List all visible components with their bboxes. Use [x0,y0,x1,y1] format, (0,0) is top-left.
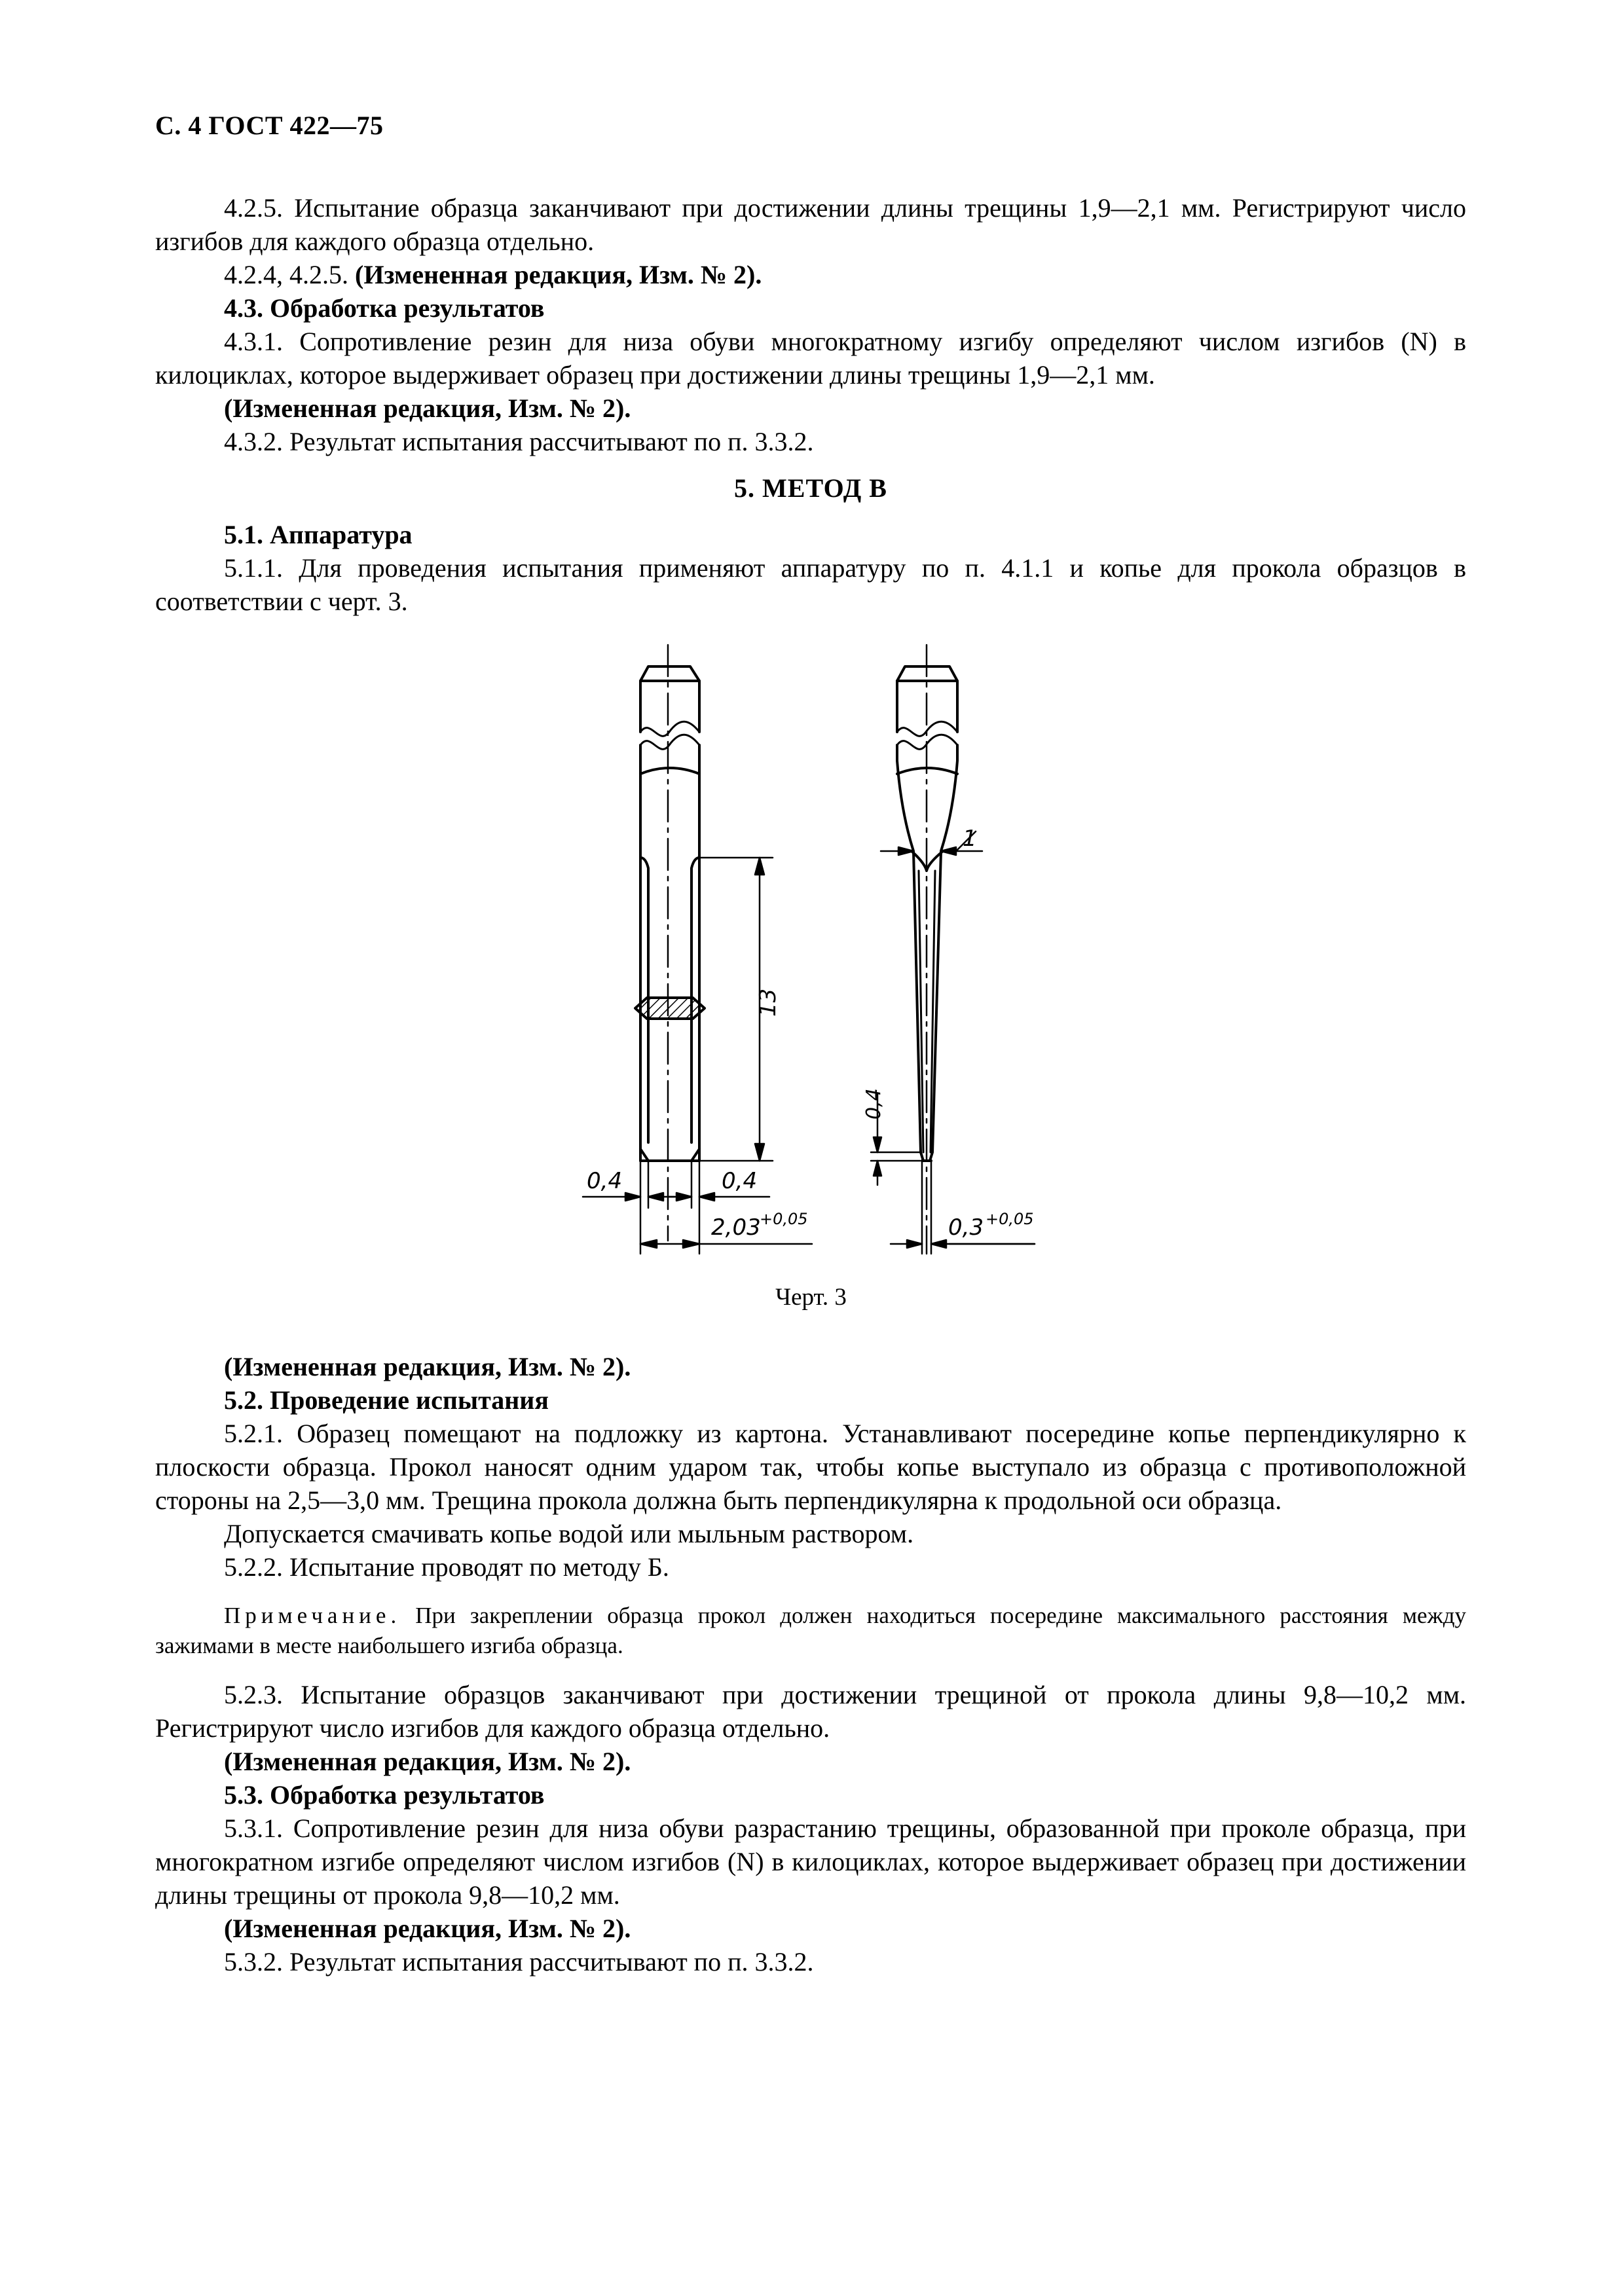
dim-label-tip: 0,3 [948,1214,984,1241]
dim-label-04-tip: 0,4 [862,1088,885,1120]
note-label: Примечание. [224,1603,401,1628]
section-5-title: 5. МЕТОД В [734,473,887,503]
amendment-note-5-3-1: (Измененная редакция, Изм. № 2). [224,1914,631,1943]
amendment-ref: 4.2.4, 4.2.5. [224,260,348,289]
paragraph-5-2-3: 5.2.3. Испытание образцов заканчивают при достижении трещиной от прокола длины 9,8—10,2 мм. Регистрируют число изгибов для каждого образца отдельно. [155,1680,1466,1743]
note [155,1601,1466,1661]
dim-label-04-right: 0,4 [722,1168,758,1194]
paragraph-5-3-2: 5.3.2. Результат испытания рассчитывают по п. 3.3.2. [224,1947,814,1977]
note-text: При закреплении образца прокол должен находиться посередине максимального расстояния между зажимами в месте наибольшего изгиба образца. [155,1603,1467,1658]
amendment-note-5-1: (Измененная редакция, Изм. № 2). [224,1352,631,1381]
subsection-5-2-title: 5.2. Проведение испытания [224,1385,549,1415]
paragraph-5-2-2: 5.2.2. Испытание проводят по методу Б. [224,1552,669,1582]
figure-caption: Черт. 3 [775,1284,847,1311]
paragraph-4-3-1: 4.3.1. Сопротивление резин для низа обуви многократному изгибу определяют числом изгибов (N) в килоциклах, которое выдерживает образец при достижении длины трещины 1,9—2,1 мм. [155,327,1466,390]
page-header: С. 4 ГОСТ 422—75 [155,111,384,140]
spike-front-view [635,645,705,1241]
paragraph-5-3-1: 5.3.1. Сопротивление резин для низа обуви разрастанию трещины, образованной при проколе образца, при многократном изгибе определяют числом изгибов (N) в килоциклах, которое выдерживает образец при достижении длины трещины от прокола 9,8—10,2 мм. [155,1813,1466,1910]
subsection-5-3-title: 5.3. Обработка результатов [224,1780,545,1810]
spike-side-view [897,645,957,1254]
lower-text-block [155,1350,1466,1978]
paragraph-5-2-1: 5.2.1. Образец помещают на подложку из картона. Устанавливают посередине копье перпендикулярно к плоскости образца. Прокол наносят одним ударом так, чтобы копье выступало из образца с противоположной стороны на 2,5—3,0 мм. Трещина прокола должна быть перпендикулярна к продольной оси образца. [155,1419,1466,1515]
amendment-note-5-2-3: (Измененная редакция, Изм. № 2). [224,1747,631,1776]
dim-label-width: 2,03 [711,1214,761,1241]
subsection-5-1-title: 5.1. Аппаратура [224,520,413,549]
paragraph-4-2-5: 4.2.5. Испытание образца заканчивают при достижении длины трещины 1,9—2,1 мм. Регистрируют число изгибов для каждого образца отдельно. [155,193,1466,256]
dim-label-tip-tolerance: +0,05 [986,1210,1034,1228]
dim-label-1: 1 [963,826,977,852]
paragraph-5-1-1: 5.1.1. Для проведения испытания применяют аппаратуру по п. 4.1.1 и копье для прокола образцов в соответствии с черт. 3. [155,553,1466,616]
paragraph-5-2-1-extra: Допускается смачивать копье водой или мыльным раствором. [224,1519,914,1548]
paragraph-4-3-2: 4.3.2. Результат испытания рассчитывают по п. 3.3.2. [224,427,814,456]
dim-label-13: 13 [755,988,781,1017]
dim-label-width-tolerance: +0,05 [760,1210,808,1228]
subsection-4-3-title: 4.3. Обработка результатов [224,293,545,323]
dim-label-04-left: 0,4 [587,1168,623,1194]
side-dimensions [871,831,1035,1254]
amendment-note-4-3-1: (Измененная редакция, Изм. № 2). [224,393,631,423]
amendment-text: (Измененная редакция, Изм. № 2). [355,260,762,289]
